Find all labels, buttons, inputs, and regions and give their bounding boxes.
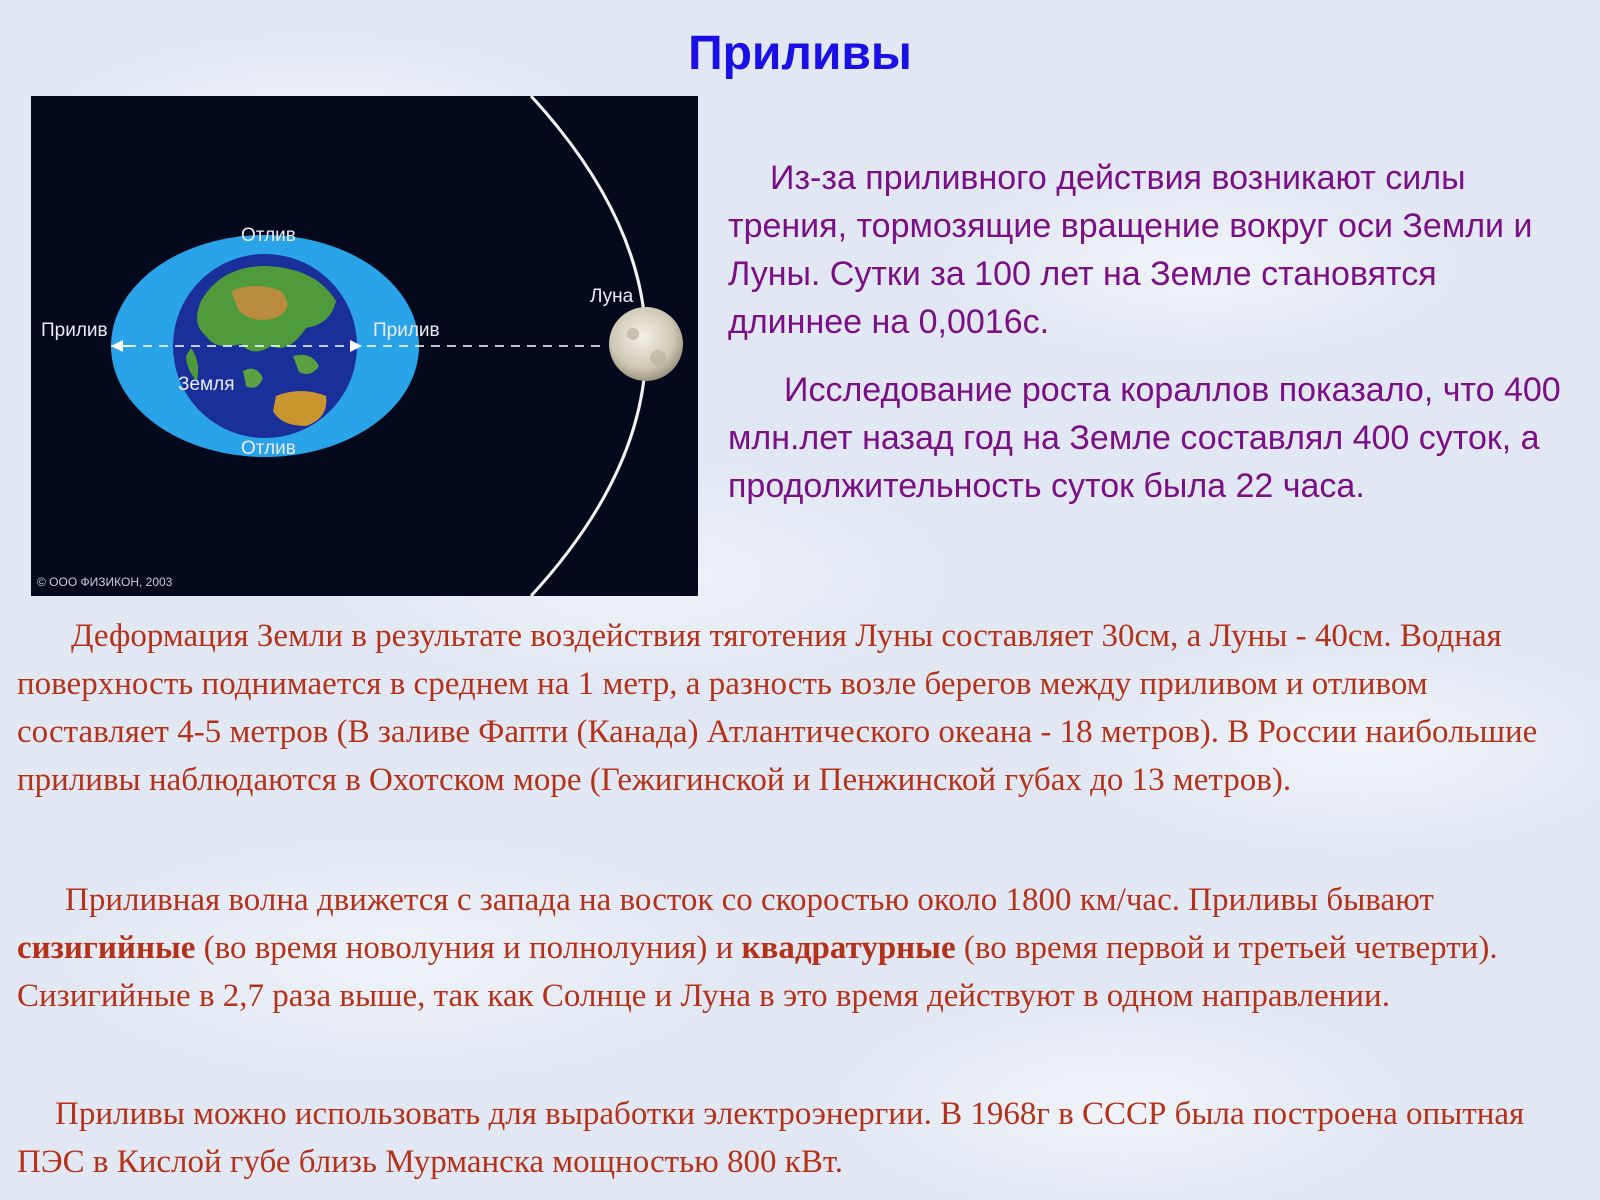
figure-copyright: © ООО ФИЗИКОН, 2003	[37, 575, 173, 589]
bottom-paragraph-1	[17, 612, 1583, 804]
right-paragraph-2	[728, 366, 1578, 510]
bottom-paragraph-2-part1: Приливная волна движется с запада на восток со скоростью около 1800 км/час. Приливы бывают	[65, 882, 1434, 918]
moon-crater	[627, 328, 639, 340]
label-high-tide-left: Прилив	[41, 320, 108, 341]
right-text-block	[728, 154, 1578, 510]
bottom-paragraph-2	[17, 876, 1583, 1020]
label-earth: Земля	[178, 374, 235, 395]
label-moon: Луна	[590, 286, 634, 307]
moon-crater	[650, 350, 666, 366]
bottom-paragraph-2-bold1: сизигийные	[17, 930, 196, 966]
label-low-tide-bottom: Отлив	[241, 438, 296, 459]
label-low-tide-top: Отлив	[241, 225, 296, 246]
right-paragraph-1-text: Из-за приливного действия возникают силы трения, тормозящие вращение вокруг оси Земли и Луны. Сутки за 100 лет на Земле становятся длиннее на 0,0016с.	[728, 159, 1533, 341]
bottom-paragraph-3-text: Приливы можно использовать для выработки электроэнергии. В 1968г в СССР была построена опытная ПЭС в Кислой губе близь Мурманска мощностью 800 кВт.	[17, 1096, 1525, 1180]
right-paragraph-2-text: Исследование роста кораллов показало, что 400 млн.лет назад год на Земле составлял 400 суток, а продолжительность суток была 22 часа.	[728, 371, 1561, 505]
page-title: Приливы	[688, 27, 912, 80]
label-high-tide-right: Прилив	[373, 320, 440, 341]
right-paragraph-1	[728, 154, 1578, 346]
bottom-paragraph-2-bold2: квадратурные	[741, 930, 956, 966]
bottom-paragraph-3	[17, 1090, 1583, 1186]
tide-diagram	[31, 96, 698, 596]
tide-diagram-svg	[31, 96, 698, 596]
moon	[609, 307, 683, 381]
bottom-paragraph-2-part2: (во время новолуния и полнолуния) и	[195, 930, 742, 966]
bottom-paragraph-2-part3: (во время первой и третьей четверти). Сизигийные в 2,7 раза выше, так как Солнце и Луна в это время действуют в одном направлении.	[17, 930, 1498, 1014]
bottom-paragraph-1-text: Деформация Земли в результате воздействия тяготения Луны составляет 30см, а Луны - 40см. Водная поверхность поднимается в среднем на 1 метр, а разность возле берегов между приливом и отливом составляет 4-5 метров (В заливе Фапти (Канада) Атлантического океана - 18 метров). В России наибольшие приливы наблюдаются в Охотском море (Гежигинской и Пенжинской губах до 13 метров).	[17, 618, 1538, 798]
